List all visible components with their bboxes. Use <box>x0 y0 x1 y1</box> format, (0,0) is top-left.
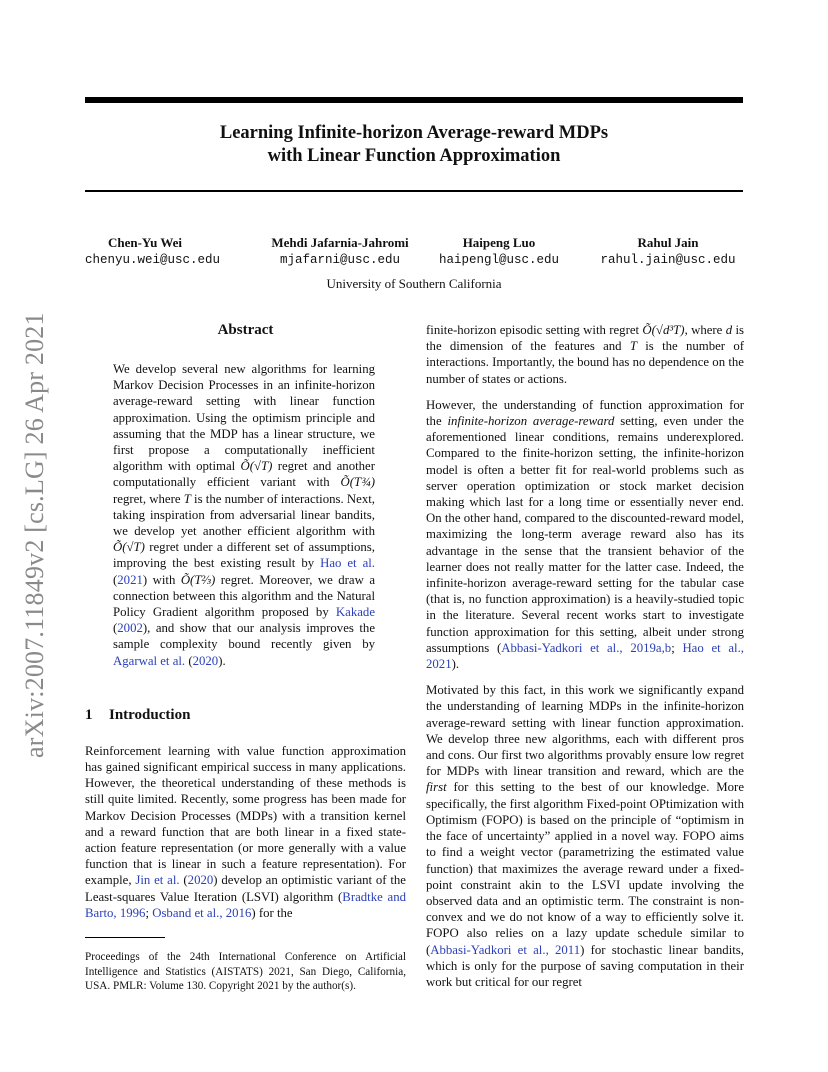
author-email[interactable]: rahul.jain@usc.edu <box>600 253 736 267</box>
citation-link-kakade[interactable]: Kakade <box>335 605 375 620</box>
author-block <box>593 235 743 269</box>
citation-link-bradtke[interactable]: Bradtke and Barto, 1996 <box>85 889 407 920</box>
right-paragraph-3: Motivated by this fact, in this work we significantly expand the understanding of learning MDPs in the infinite-horizon average-reward setting with linear function approximation. We develop three new algorithms, each with different pros and cons. Our first two algorithms provably ensure low regret for MDPs with linear transition and reward, which are the first for this setting to the best of our knowledge. More specifically, the first algorithm Fixed-point OPtimization with Optimism (FOPO) is based on the principle of “optimism in the face of uncertainty” applied in a novel way. FOPO aims to find a weight vector (parametrizing the estimated value function) that maximizes the average reward under a fixed-point constraint akin to the LSVI update involving the observed data and an optimistic term. The constraint is non-convex and we do not know of a way to efficiently solve it. FOPO also relies on a lazy update schedule similar to (Abbasi-Yadkori et al., 2011) for stochastic linear bandits, which is only for the purpose of saving computation in their work but critical for our regret <box>426 683 744 989</box>
paper-title <box>85 122 743 168</box>
citation-link-abbasi[interactable]: Abbasi-Yadkori et al., 2019a,b <box>501 640 672 655</box>
math-otilde-t23: Õ(T⅔) <box>180 572 216 587</box>
math-t: T <box>629 339 637 354</box>
footnote-rule <box>85 937 165 938</box>
section-heading-introduction <box>85 705 406 725</box>
right-paragraph-1: finite-horizon episodic setting with regret Õ(√d³T), where d is the dimension of the features and T is the number of interactions. Importantly, the bound has no dependence on the number of states or actions. <box>426 323 744 386</box>
citation-link-hao[interactable]: Hao et al. <box>320 556 376 571</box>
math-t: T <box>183 491 191 506</box>
intro-paragraph: Reinforcement learning with value function approximation has gained significant empirical success in many applications. However, the theoretical understanding of these methods is still quite limited. Recently, some progress has been made for Markov Decision Processes (MDPs) with a transition kernel and a reward function that are both linear in a fixed state-action feature representation (or more generally with a value function that is linear in such a feature representation). For example, Jin et al. (2020) develop an optimistic variant of the Least-squares Value Iteration (LSVI) algorithm (Bradtke and Barto, 1996; Osband et al., 2016) for the <box>85 743 407 920</box>
author-block <box>433 235 565 269</box>
title-line-1: Learning Infinite-horizon Average-reward MDPs <box>219 123 609 143</box>
left-column <box>85 320 406 921</box>
math-d: d <box>725 323 733 337</box>
author-email[interactable]: mjafarni@usc.edu <box>279 253 401 267</box>
emphasis-text: first <box>426 780 447 795</box>
abstract-heading: Abstract <box>217 322 274 338</box>
citation-link-hao[interactable]: Hao et al., 2021 <box>426 640 744 672</box>
title-rule <box>85 190 743 192</box>
math-otilde-t34: Õ(T¾) <box>340 475 375 490</box>
author-name: Chen-Yu Wei <box>107 235 183 250</box>
citation-year-link-agarwal[interactable]: 2020 <box>192 653 219 668</box>
top-rule <box>85 97 743 103</box>
arxiv-stamp <box>18 290 58 760</box>
footnote: Proceedings of the 24th International Conference on Artificial Intelligence and Statistics (AISTATS) 2021, San Diego, California, USA. PMLR: Volume 130. Copyright 2021 by the author(s). <box>85 951 406 992</box>
author-name: Rahul Jain <box>637 235 699 250</box>
math-otilde-sqrt-t: Õ(√T) <box>240 459 273 474</box>
citation-year-link-jin[interactable]: 2020 <box>187 873 214 888</box>
section-number: 1 <box>85 706 93 723</box>
citation-year-link-hao[interactable]: 2021 <box>117 572 143 587</box>
right-paragraph-2: However, the understanding of function approximation for the infinite-horizon average-reward setting, even under the aforementioned linear conditions, remains underexplored. Compared to the finite-horizon setting, the infinite-horizon model is often a better fit for real-world problems such as server operation optimization or stock market decision making which last for a long time or essentially never end. On the other hand, compared to the discounted-reward model, maximizing the long-term average reward also has its advantage in the sense that the transient behavior of the learner does not really matter for the latter case. Indeed, the infinite-horizon average-reward setting for the tabular case (that is, no function approximation) is a heavily-studied topic in the literature. Several recent works start to investigate function approximation for this setting, albeit under strong assumptions (Abbasi-Yadkori et al., 2019a,b; Hao et al., 2021). <box>426 397 744 672</box>
author-name: Haipeng Luo <box>462 235 536 250</box>
right-column <box>426 322 744 1000</box>
author-list <box>85 235 743 271</box>
affiliation: University of Southern California <box>326 276 502 291</box>
author-name: Mehdi Jafarnia-Jahromi <box>271 235 409 250</box>
title-line-2: with Linear Function Approximation <box>267 146 561 166</box>
abstract-text: We develop several new algorithms for learning Markov Decision Processes in an infinite-horizon average-reward setting with linear function approximation. Using the optimism principle and assuming that the MDP has a linear structure, we first propose a computationally inefficient algorithm with optimal Õ(√T) regret and another computationally efficient variant with Õ(T¾) regret, where T is the number of interactions. Next, taking inspiration from adversarial linear bandits, we develop yet another efficient algorithm with Õ(√T) regret under a different set of assumptions, improving the best existing result by Hao et al. (2021) with Õ(T⅔) regret. Moreover, we draw a connection between this algorithm and the Natural Policy Gradient algorithm proposed by Kakade (2002), and show that our analysis improves the sample complexity bound recently given by Agarwal et al. (2020). <box>113 362 376 668</box>
arxiv-stamp-text: arXiv:2007.11849v2 [cs.LG] 26 Apr 2021 <box>20 312 49 758</box>
math-otilde-sqrt-t: Õ(√T) <box>113 540 145 555</box>
citation-link-osband[interactable]: Osband et al., 2016 <box>152 905 252 920</box>
citation-year-link-kakade[interactable]: 2002 <box>117 621 143 636</box>
section-title: Introduction <box>109 706 191 723</box>
citation-link-abbasi-2011[interactable]: Abbasi-Yadkori et al., 2011 <box>430 942 581 957</box>
citation-link-jin[interactable]: Jin et al. <box>135 873 180 888</box>
author-email[interactable]: haipengl@usc.edu <box>438 253 560 267</box>
math-otilde-sqrt-d3t: Õ(√d³T) <box>642 323 685 337</box>
author-block <box>85 235 221 269</box>
emphasis-text: infinite-horizon average-reward <box>447 414 615 429</box>
citation-link-agarwal[interactable]: Agarwal et al. <box>113 653 186 668</box>
author-block <box>255 235 425 269</box>
author-email[interactable]: chenyu.wei@usc.edu <box>85 253 221 267</box>
